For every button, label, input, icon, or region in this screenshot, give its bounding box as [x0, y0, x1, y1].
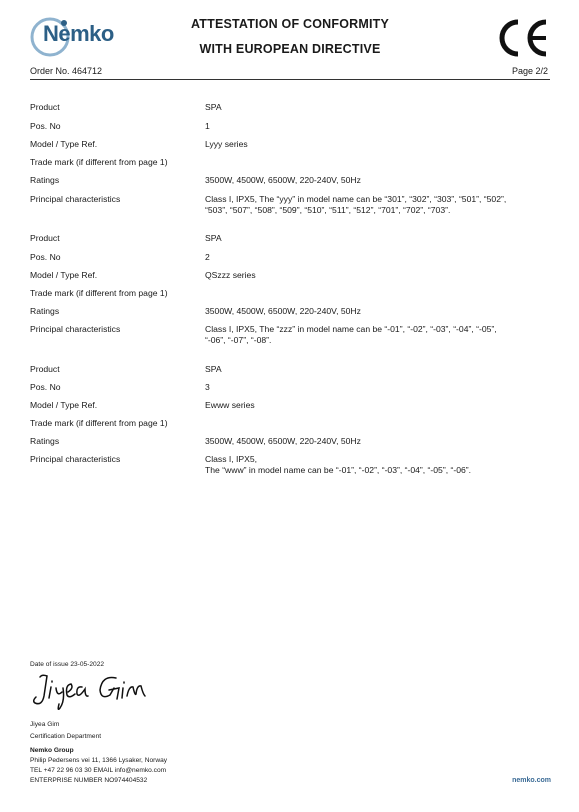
website-link[interactable]: nemko.com: [512, 777, 551, 784]
company-address: Philip Pedersens vei 11, 1366 Lysaker, Norway: [30, 757, 168, 764]
signer-department: Certification Department: [30, 733, 102, 740]
pos-no-value: 1: [205, 121, 210, 131]
product-label: Product: [30, 102, 60, 112]
model-value: Ewww series: [205, 400, 255, 410]
logo-text: Nemko: [43, 21, 114, 46]
principal-label: Principal characteristics: [30, 324, 121, 334]
ratings-value: 3500W, 4500W, 6500W, 220-240V, 50Hz: [205, 436, 361, 446]
pos-no-value: 3: [205, 382, 210, 392]
pos-no-label: Pos. No: [30, 382, 61, 392]
principal-value-line2: “503”, “507”, “508”, “509”, “510”, “511”, “512”, “701”, “702”, “703”.: [205, 205, 451, 215]
principal-value-line1: Class I, IPX5,: [205, 454, 258, 464]
ratings-value: 3500W, 4500W, 6500W, 220-240V, 50Hz: [205, 306, 361, 316]
product-value: SPA: [205, 102, 222, 112]
signer-name: Jiyea Gim: [30, 721, 60, 728]
model-label: Model / Type Ref.: [30, 270, 98, 280]
document-title-line2: WITH EUROPEAN DIRECTIVE: [199, 42, 381, 56]
handwritten-signature: [30, 670, 165, 710]
principal-value-line2: The “www” in model name can be “-01”, “-02”, “-03”, “-04”, “-05”, “-06”.: [205, 465, 471, 475]
principal-label: Principal characteristics: [30, 454, 121, 464]
product-label: Product: [30, 364, 60, 374]
company-name: Nemko Group: [30, 747, 74, 754]
product-value: SPA: [205, 233, 222, 243]
enterprise-number: ENTERPRISE NUMBER NO974404532: [30, 777, 148, 784]
ratings-label: Ratings: [30, 175, 60, 185]
model-value: QSzzz series: [205, 270, 256, 280]
model-value: Lyyy series: [205, 139, 248, 149]
product-label: Product: [30, 233, 60, 243]
date-of-issue: Date of issue 23-05-2022: [30, 661, 105, 668]
ratings-value: 3500W, 4500W, 6500W, 220-240V, 50Hz: [205, 175, 361, 185]
trade-mark-label: Trade mark (if different from page 1): [30, 288, 168, 298]
principal-value-line2: “-06”, “-07”, “-08”.: [205, 335, 272, 345]
pos-no-value: 2: [205, 252, 210, 262]
header-divider: [30, 79, 550, 80]
pos-no-label: Pos. No: [30, 121, 61, 131]
ratings-label: Ratings: [30, 436, 60, 446]
page-number: Page 2/2: [511, 66, 548, 76]
principal-label: Principal characteristics: [30, 194, 121, 204]
model-label: Model / Type Ref.: [30, 139, 98, 149]
ce-mark-icon: [494, 18, 550, 58]
order-number: Order No. 464712: [30, 66, 103, 76]
trade-mark-label: Trade mark (if different from page 1): [30, 157, 168, 167]
principal-value-line1: Class I, IPX5, The “yyy” in model name can be “301”, “302”, “303”, “501”, “502”,: [205, 194, 507, 204]
company-contact: TEL +47 22 96 03 30 EMAIL info@nemko.com: [30, 767, 167, 774]
principal-value-line1: Class I, IPX5, The “zzz” in model name can be “-01”, “-02”, “-03”, “-04”, “-05”,: [205, 324, 497, 334]
ratings-label: Ratings: [30, 306, 60, 316]
pos-no-label: Pos. No: [30, 252, 61, 262]
document-title-line1: ATTESTATION OF CONFORMITY: [190, 17, 390, 31]
model-label: Model / Type Ref.: [30, 400, 98, 410]
trade-mark-label: Trade mark (if different from page 1): [30, 418, 168, 428]
nemko-logo: [30, 15, 125, 59]
product-value: SPA: [205, 364, 222, 374]
